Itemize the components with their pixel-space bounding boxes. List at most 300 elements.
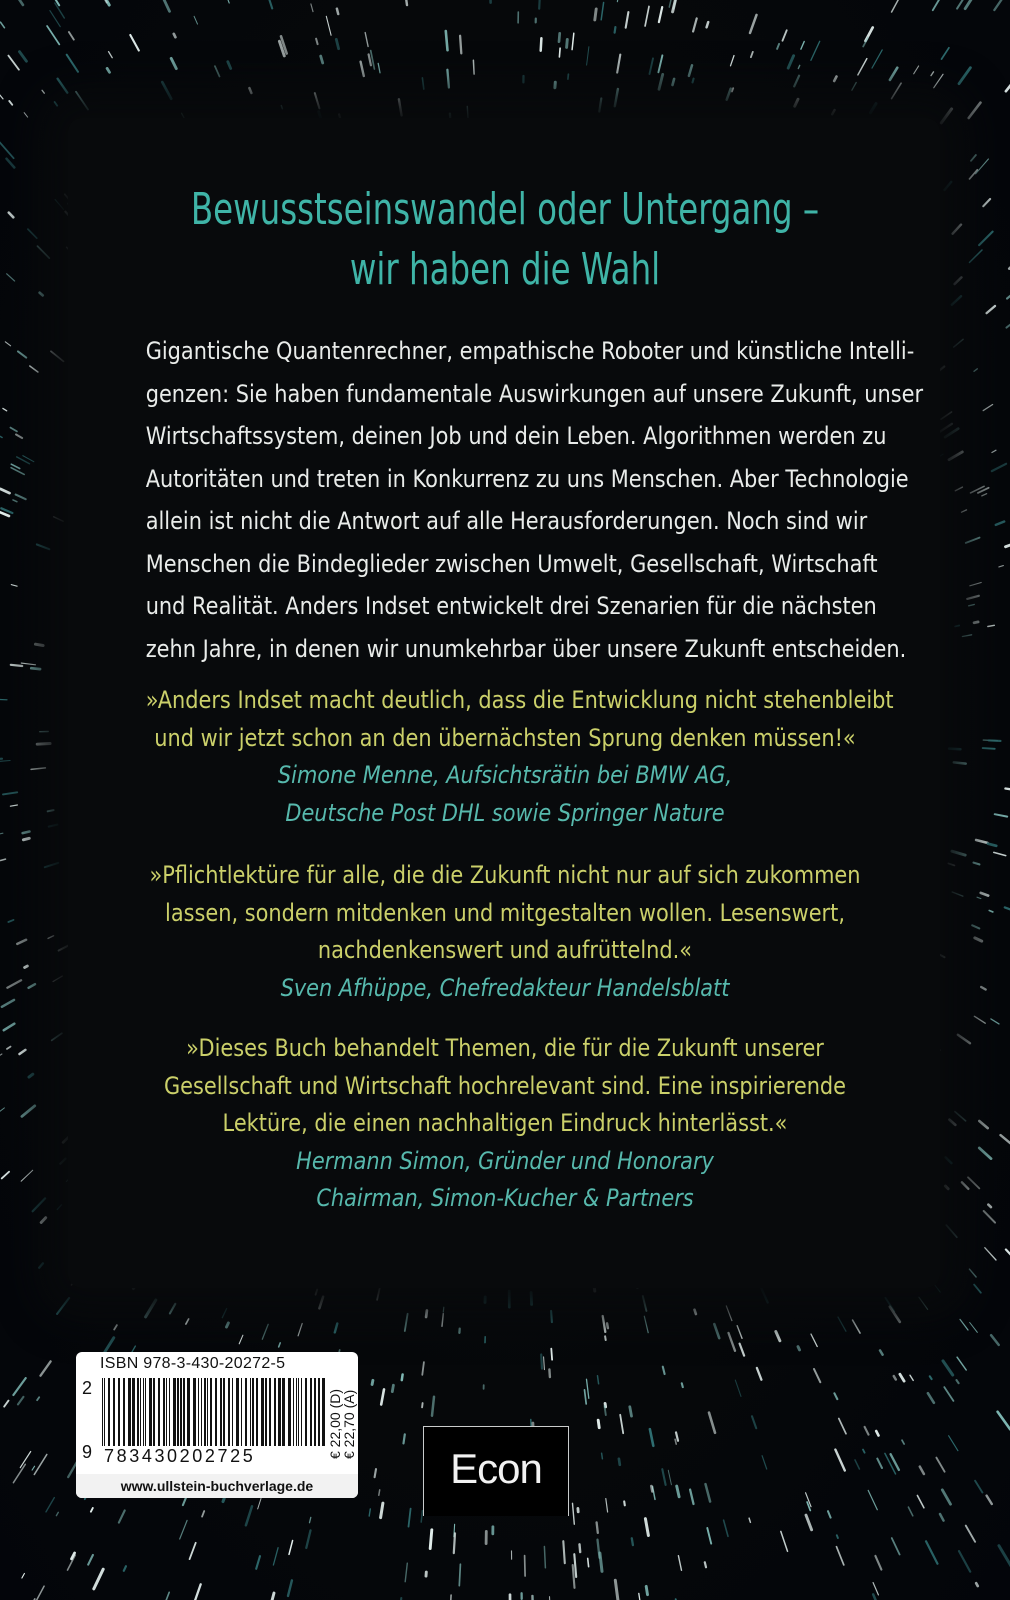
star-streak xyxy=(960,1319,968,1330)
star-streak xyxy=(31,668,40,669)
quote-simone-menne xyxy=(145,682,894,832)
star-streak xyxy=(659,74,663,89)
star-streak xyxy=(605,1336,606,1340)
star-streak xyxy=(954,762,966,763)
star-streak xyxy=(46,1498,54,1512)
barcode-bar xyxy=(187,1378,190,1446)
star-streak xyxy=(279,1343,281,1347)
star-streak xyxy=(892,0,900,12)
star-streak xyxy=(52,1033,62,1040)
star-streak xyxy=(908,1507,912,1516)
star-streak xyxy=(877,1459,882,1468)
star-streak xyxy=(13,500,17,502)
star-streak xyxy=(28,229,37,238)
star-streak xyxy=(310,1517,311,1522)
star-streak xyxy=(987,1496,992,1504)
star-streak xyxy=(868,1490,877,1509)
star-streak xyxy=(8,920,13,922)
star-streak xyxy=(705,1562,706,1567)
star-streak xyxy=(91,1508,93,1512)
star-streak xyxy=(834,77,836,82)
star-streak xyxy=(194,16,197,24)
blurb-line: Menschen die Bindeglieder zwischen Umwelt, Gesellschaft, Wirtschaft xyxy=(145,549,878,578)
star-streak xyxy=(798,65,799,68)
star-streak xyxy=(58,79,68,93)
barcode-bar xyxy=(256,1378,258,1446)
star-streak xyxy=(751,52,753,57)
star-streak xyxy=(171,58,176,68)
barcode-bar xyxy=(108,1378,110,1446)
star-streak xyxy=(442,1314,443,1327)
star-streak xyxy=(600,1553,602,1571)
star-streak xyxy=(985,1248,996,1260)
star-streak xyxy=(983,748,995,749)
star-streak xyxy=(835,1450,844,1471)
star-streak xyxy=(970,170,978,179)
star-streak xyxy=(88,1555,93,1565)
star-streak xyxy=(48,936,54,939)
star-streak xyxy=(948,863,954,865)
barcode-bar xyxy=(198,1378,199,1446)
star-streak xyxy=(337,9,338,14)
star-streak xyxy=(946,1225,957,1237)
star-streak xyxy=(988,1205,991,1208)
barcode-bar xyxy=(193,1378,196,1446)
star-streak xyxy=(838,1317,846,1331)
star-streak xyxy=(757,1368,762,1380)
star-streak xyxy=(795,99,798,106)
star-streak xyxy=(162,0,170,11)
star-streak xyxy=(369,54,371,65)
star-streak xyxy=(29,984,35,988)
star-streak xyxy=(632,1538,633,1545)
star-streak xyxy=(999,1546,1010,1568)
star-streak xyxy=(919,1297,928,1309)
quote-text: nachdenkenswert und aufrüttelnd.« xyxy=(317,936,693,964)
barcode-bar xyxy=(296,1378,297,1446)
star-streak xyxy=(981,987,985,990)
star-streak xyxy=(976,159,989,174)
star-streak xyxy=(202,1511,204,1517)
barcode-bar xyxy=(169,1378,170,1446)
star-streak xyxy=(646,1586,647,1594)
star-streak xyxy=(174,34,176,37)
star-streak xyxy=(974,863,980,865)
star-streak xyxy=(949,1436,958,1451)
star-streak xyxy=(25,966,28,968)
star-streak xyxy=(23,832,30,834)
star-streak xyxy=(7,980,21,987)
star-streak xyxy=(940,424,952,432)
star-streak xyxy=(974,1016,985,1023)
barcode-bar xyxy=(143,1378,144,1446)
star-streak xyxy=(801,42,804,50)
barcode-bar xyxy=(228,1378,230,1446)
star-streak xyxy=(752,1416,756,1428)
barcode-bar xyxy=(298,1378,299,1446)
headline-line-2: wir haben die Wahl xyxy=(349,244,661,295)
star-streak xyxy=(18,351,26,357)
star-streak xyxy=(958,1035,970,1043)
star-streak xyxy=(876,1431,878,1436)
star-streak xyxy=(953,225,961,234)
star-streak xyxy=(962,510,967,512)
barcode-bar xyxy=(145,1378,146,1446)
star-streak xyxy=(832,110,834,114)
star-streak xyxy=(281,106,282,109)
star-streak xyxy=(837,1547,844,1565)
star-streak xyxy=(54,517,64,521)
star-streak xyxy=(651,1486,652,1492)
star-streak xyxy=(954,339,963,347)
star-streak xyxy=(955,1112,966,1121)
quote-author: Chairman, Simon-Kucher & Partners xyxy=(316,1184,694,1212)
star-streak xyxy=(0,435,2,437)
star-streak xyxy=(587,47,589,65)
star-streak xyxy=(941,412,952,419)
star-streak xyxy=(729,1333,736,1351)
star-streak xyxy=(735,1380,741,1396)
star-streak xyxy=(9,213,14,218)
star-streak xyxy=(24,113,27,117)
star-streak xyxy=(109,52,113,58)
star-streak xyxy=(663,1367,665,1374)
star-streak xyxy=(319,1297,323,1309)
star-streak xyxy=(422,78,423,89)
star-streak xyxy=(931,72,934,76)
star-streak xyxy=(541,38,542,50)
star-streak xyxy=(727,89,731,100)
barcode-bar xyxy=(183,1378,185,1446)
barcode-bar xyxy=(137,1378,139,1446)
star-streak xyxy=(955,277,962,284)
barcode-bar xyxy=(245,1378,247,1446)
barcode-bar xyxy=(314,1378,316,1446)
star-streak xyxy=(966,538,980,543)
star-streak xyxy=(42,90,44,93)
star-streak xyxy=(228,62,231,69)
star-streak xyxy=(984,1211,995,1223)
star-streak xyxy=(34,1455,47,1475)
star-streak xyxy=(959,1551,970,1572)
star-streak xyxy=(306,1530,310,1548)
star-streak xyxy=(783,30,787,40)
star-streak xyxy=(987,306,995,313)
star-streak xyxy=(620,1415,623,1433)
star-streak xyxy=(559,48,560,57)
blurb-line: zehn Jahre, in denen wir unumkehrbar über unsere Zukunft entscheiden. xyxy=(145,634,907,663)
star-streak xyxy=(114,1325,117,1329)
star-streak xyxy=(372,1380,373,1384)
star-streak xyxy=(186,1319,189,1324)
star-streak xyxy=(920,1467,924,1474)
star-streak xyxy=(422,1403,423,1407)
star-streak xyxy=(568,74,569,79)
star-streak xyxy=(814,1369,820,1382)
star-streak xyxy=(707,22,709,27)
star-streak xyxy=(105,1338,114,1352)
star-streak xyxy=(957,1357,966,1370)
star-streak xyxy=(11,665,22,666)
star-streak xyxy=(852,83,856,91)
star-streak xyxy=(1005,789,1010,790)
star-streak xyxy=(982,494,987,496)
star-streak xyxy=(573,1503,575,1524)
price-label xyxy=(328,1378,356,1470)
star-streak xyxy=(53,976,62,981)
star-streak xyxy=(223,1498,224,1501)
barcode-bar xyxy=(301,1378,302,1446)
star-streak xyxy=(601,3,603,20)
star-streak xyxy=(914,66,919,74)
star-streak xyxy=(321,56,323,63)
star-streak xyxy=(288,1580,292,1596)
price-austria: € 22,70 (A) xyxy=(341,1389,357,1459)
star-streak xyxy=(0,699,7,700)
quote-text: lassen, sondern mitdenken und mitgestalten wollen. Lesenswert, xyxy=(165,898,845,927)
star-streak xyxy=(714,1324,719,1338)
star-streak xyxy=(693,79,694,83)
star-streak xyxy=(976,1583,978,1586)
star-streak xyxy=(10,0,23,5)
star-streak xyxy=(781,1531,788,1551)
star-streak xyxy=(37,1397,39,1400)
star-streak xyxy=(673,79,675,85)
star-streak xyxy=(989,911,993,912)
star-streak xyxy=(454,1533,455,1553)
star-streak xyxy=(549,1370,550,1378)
star-streak xyxy=(955,487,962,491)
star-streak xyxy=(1006,73,1010,91)
star-streak xyxy=(645,6,649,26)
star-streak xyxy=(40,293,43,296)
star-streak xyxy=(190,1543,196,1559)
quote-author: Simone Menne, Aufsichtsrätin bei BMW AG, xyxy=(277,761,733,789)
star-streak xyxy=(567,39,568,47)
star-streak xyxy=(17,940,26,944)
barcode-bar xyxy=(236,1378,239,1446)
star-streak xyxy=(41,1361,51,1375)
star-streak xyxy=(645,1519,648,1536)
star-streak xyxy=(900,1374,904,1381)
star-streak xyxy=(170,1304,175,1314)
star-streak xyxy=(239,1335,243,1344)
star-streak xyxy=(1,489,10,493)
star-streak xyxy=(967,596,979,599)
star-streak xyxy=(890,1307,900,1322)
star-streak xyxy=(36,644,44,645)
barcode-bar xyxy=(223,1378,225,1446)
star-streak xyxy=(615,89,618,106)
quote-sven-afhueppe xyxy=(146,857,865,1007)
blurb-line: Gigantische Quantenrechner, empathische Roboter und künstliche Intelli- xyxy=(145,337,915,365)
star-streak xyxy=(894,1376,896,1379)
star-streak xyxy=(76,92,88,110)
quote-text: »Pflichtlektüre für alle, die die Zukunft nicht nur auf sich zukommen xyxy=(149,861,861,889)
star-streak xyxy=(258,1499,261,1509)
star-streak xyxy=(56,1512,58,1515)
star-streak xyxy=(22,1106,35,1117)
star-streak xyxy=(96,0,107,3)
star-streak xyxy=(402,1375,403,1381)
star-streak xyxy=(1007,323,1010,327)
barcode-bar xyxy=(278,1378,281,1446)
star-streak xyxy=(2,1000,14,1007)
barcode-bar xyxy=(118,1378,120,1446)
star-streak xyxy=(7,1047,11,1049)
star-streak xyxy=(33,1198,45,1211)
star-streak xyxy=(450,1595,451,1600)
star-streak xyxy=(837,1535,838,1538)
star-streak xyxy=(180,1520,187,1539)
star-streak xyxy=(1,859,6,860)
barcode-bar xyxy=(282,1378,285,1446)
star-streak xyxy=(585,1390,587,1404)
star-streak xyxy=(983,199,990,206)
star-streak xyxy=(941,109,951,123)
star-streak xyxy=(828,1511,831,1517)
star-streak xyxy=(57,1205,61,1210)
star-streak xyxy=(21,1170,33,1181)
star-streak xyxy=(853,1320,860,1333)
blurb-line: genzen: Sie haben fundamentale Auswirkungen auf unsere Zukunft, unser xyxy=(145,379,924,408)
star-streak xyxy=(336,39,338,48)
barcode-bar xyxy=(201,1378,202,1446)
star-streak xyxy=(933,0,939,10)
star-streak xyxy=(45,863,58,867)
star-streak xyxy=(858,59,867,75)
star-streak xyxy=(473,60,474,74)
star-streak xyxy=(969,605,975,606)
star-streak xyxy=(659,7,662,22)
star-streak xyxy=(776,1332,780,1341)
star-streak xyxy=(974,1285,981,1293)
star-streak xyxy=(48,810,54,811)
star-streak xyxy=(709,1413,715,1433)
star-streak xyxy=(574,1554,576,1577)
star-streak xyxy=(0,1108,4,1113)
star-streak xyxy=(326,16,331,35)
star-streak xyxy=(1006,542,1010,546)
star-streak xyxy=(957,1380,959,1383)
star-streak xyxy=(378,63,380,72)
star-streak xyxy=(968,1177,979,1188)
star-streak xyxy=(677,1486,679,1497)
star-streak xyxy=(885,1453,896,1474)
star-streak xyxy=(422,1362,424,1375)
star-streak xyxy=(902,1440,904,1444)
star-streak xyxy=(606,1499,608,1512)
star-streak xyxy=(47,26,59,44)
star-streak xyxy=(811,1334,817,1346)
star-streak xyxy=(926,1541,938,1563)
blurb xyxy=(145,330,924,670)
star-streak xyxy=(41,1218,46,1223)
star-streak xyxy=(971,155,976,161)
star-streak xyxy=(917,1496,924,1508)
star-streak xyxy=(979,1148,991,1159)
star-streak xyxy=(215,66,220,76)
barcode-bar xyxy=(250,1378,251,1446)
barcode-bar xyxy=(180,1378,182,1446)
star-streak xyxy=(443,1307,444,1312)
star-streak xyxy=(658,55,662,72)
star-streak xyxy=(678,1556,681,1571)
blurb-line: Autoritäten und treten in Konkurrenz zu uns Menschen. Aber Technologie xyxy=(145,464,909,493)
star-streak xyxy=(256,1556,260,1569)
star-streak xyxy=(726,1306,732,1321)
star-streak xyxy=(975,938,982,941)
star-streak xyxy=(432,1397,434,1416)
barcode-bar xyxy=(163,1378,165,1446)
star-streak xyxy=(315,93,320,108)
star-streak xyxy=(0,759,2,760)
star-streak xyxy=(597,1522,598,1533)
star-streak xyxy=(977,897,981,898)
star-streak xyxy=(361,62,364,76)
star-streak xyxy=(707,1528,711,1544)
star-streak xyxy=(607,1323,608,1328)
quote-author: Hermann Simon, Gründer und Honorary xyxy=(296,1146,714,1175)
quote-text: und wir jetzt schon an den übernächsten Sprung denken müssen!« xyxy=(154,723,856,752)
star-streak xyxy=(952,851,965,855)
star-streak xyxy=(404,1434,405,1443)
star-streak xyxy=(599,99,601,112)
star-streak xyxy=(23,838,29,840)
star-streak xyxy=(892,1538,900,1554)
star-streak xyxy=(146,1300,156,1317)
quote-text: Gesellschaft und Wirtschaft hochrelevant sind. Eine inspirierende xyxy=(163,1071,847,1100)
barcode-bar xyxy=(220,1378,222,1446)
star-streak xyxy=(8,56,19,70)
star-streak xyxy=(227,1323,229,1327)
star-streak xyxy=(695,1310,696,1314)
barcode-bar xyxy=(207,1378,208,1446)
star-streak xyxy=(873,1594,876,1600)
star-streak xyxy=(21,663,35,665)
star-streak xyxy=(945,429,958,438)
star-streak xyxy=(962,635,971,637)
star-streak xyxy=(130,35,139,51)
star-streak xyxy=(246,1506,252,1525)
star-streak xyxy=(970,583,981,586)
star-streak xyxy=(690,1490,693,1504)
star-streak xyxy=(1005,907,1010,912)
star-streak xyxy=(544,1357,545,1370)
barcode-bar xyxy=(158,1378,160,1446)
star-streak xyxy=(777,44,779,49)
barcode-bar xyxy=(318,1378,320,1446)
star-streak xyxy=(934,74,943,87)
star-streak xyxy=(706,1484,711,1502)
star-streak xyxy=(399,99,402,115)
star-streak xyxy=(946,1157,952,1163)
blurb-line: Wirtschaftssystem, deinen Job und dein Leben. Algorithmen werden zu xyxy=(145,422,887,450)
star-streak xyxy=(983,405,992,411)
headline xyxy=(181,180,829,300)
star-streak xyxy=(37,744,50,745)
barcode-bar xyxy=(210,1378,212,1446)
star-streak xyxy=(573,1565,575,1588)
star-streak xyxy=(602,1453,603,1459)
star-streak xyxy=(936,1458,944,1472)
star-streak xyxy=(834,1393,837,1399)
star-streak xyxy=(675,1439,676,1444)
quote-author: Deutsche Post DHL sowie Springer Nature xyxy=(285,798,725,827)
star-streak xyxy=(268,1593,274,1600)
star-streak xyxy=(603,1316,606,1332)
star-streak xyxy=(0,761,10,762)
